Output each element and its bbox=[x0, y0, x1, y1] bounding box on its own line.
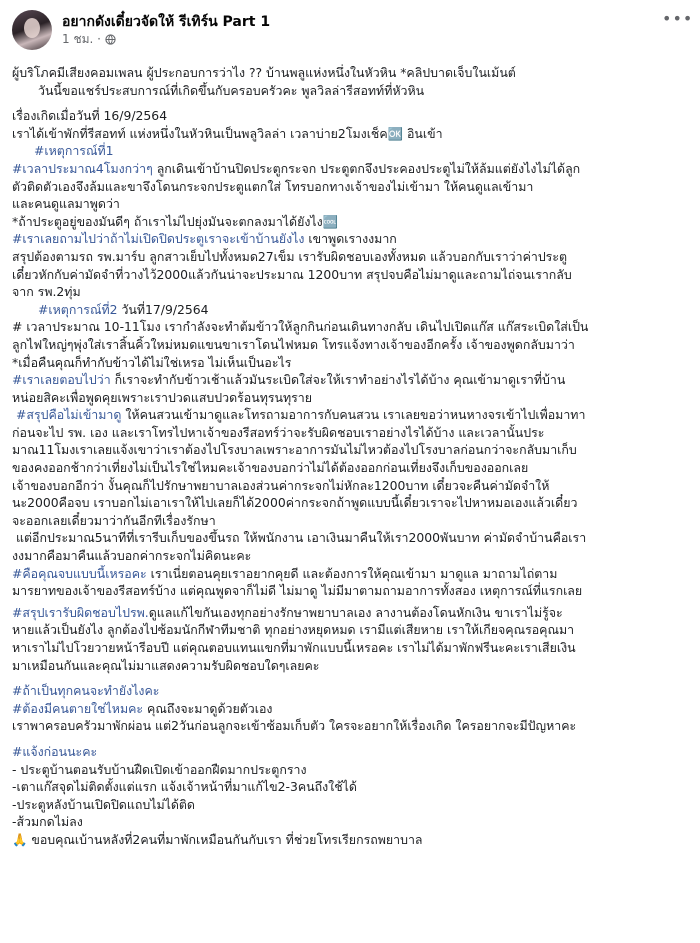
text-line: ก่อนจะไป รพ. เอง และเราโทรไปหาเจ้าของรีสอทร์ว่าจะรับผิดชอบเราอย่างไรได้บ้าง และเวลานั้นประ bbox=[12, 424, 545, 440]
text-line bbox=[12, 743, 688, 761]
text-line: ของคงออกช้ากว่าเที่ยงไม่เป็นไรใช่ไหมคะเจ้าของบอกว่าไม่ได้ต้องออกก่อนเที่ยงจึงเก็บของออกเลย bbox=[12, 460, 529, 476]
text-line: แต่อีกประมาณ5นาทีที่เรารีบเก็บของขึ้นรถ ให้พนักงาน เอาเงินมาคืนให้เรา2000พันบาท ค่ามัดจำบ้านคือเรา bbox=[16, 530, 587, 546]
text-line: มาเหมือนกันและคุณไม่มาแสดงความรับผิดชอบใดๆเลยคะ bbox=[12, 657, 320, 673]
hashtag-link[interactable]: #ต้องมีคนตายใช่ไหมคะ bbox=[12, 700, 144, 716]
post-meta bbox=[62, 31, 270, 47]
hashtag-link[interactable]: #เราเลยถามไปว่าถ้าไม่เปิดปิดประตูเราจะเข้าบ้านยังไง bbox=[12, 231, 305, 247]
author-name[interactable]: อยากดังเดี๋ยวจัดให้ รีเทิร์น Part 1 bbox=[62, 14, 271, 30]
hashtag-link[interactable]: #ถ้าเป็นทุกคนจะทำยังไงคะ bbox=[12, 683, 160, 699]
text-line: วันนี้ขอแชร์ประสบการณ์ที่เกิดขึ้นกับครอบครัวคะ พูลวิลล่ารีสอทท์ที่หัวหิน bbox=[38, 82, 425, 98]
text-line: -เตาแก๊สจุดไม่ติดตั้งแต่แรก แจ้งเจ้าหน้าที่มาแก้ไข2-3คนถึงใช้ได้ bbox=[12, 779, 357, 795]
post-time[interactable]: 1 ชม. · bbox=[62, 32, 101, 46]
text-span: ลูกเดินเข้าบ้านปิดประตูกระจก ประตูตกจึงประคองประตูไม่ให้ล้มแต่ยังไงไม่ได้ลูก bbox=[152, 160, 581, 176]
text-line: *ถ้าประตูอยู่ของมันดีๆ ถ้าเราไม่ไปยุ่งมันจะตกลงมาได้ยังไง🆒 bbox=[12, 213, 339, 229]
text-span: เราเนี่ยตอนคุยเราอยากคุยดี และต้องการให้คุณเข้ามา มาดูแล มาถามไถ่ตาม bbox=[146, 565, 558, 581]
post-header-text bbox=[62, 13, 270, 47]
hashtag-link[interactable]: #แจ้งก่อนนะคะ bbox=[12, 743, 98, 759]
text-span: ให้คนสวนเข้ามาดูและโทรถามอาการกับคนสวน เราเลยขอว่าหนหางจรเข้าไปเพื่อมาทา bbox=[121, 407, 586, 423]
globe-icon bbox=[105, 34, 116, 45]
text-line: หน่อยสิคะเพื่อพูดคุยเพราะเราปวดแสบปวดร้อนทุรนทุราย bbox=[12, 389, 313, 405]
text-line: จาก รพ.2ทุ่ม bbox=[12, 284, 81, 300]
text-line: และคนดูแลมาพูดว่า bbox=[12, 196, 120, 212]
text-line: -ประตูหลังบ้านเปิดปิดแถบไม่ได้ติด bbox=[12, 796, 195, 812]
text-line: ตัวติดตัวเองจึงล้มและขาจึงโดนกระจกประตูแตกใส่ โทรบอกทางเจ้าของไม่เข้ามา ให้คนดูแลเข้ามา bbox=[12, 178, 534, 194]
text-line: ผู้บริโภคมีเสียงคอมเพลน ผู้ประกอบการว่าไง ?? บ้านพลูแห่งหนึ่งในหัวหิน *คลิปบาดเจ็บในเม้นต์ bbox=[12, 65, 516, 80]
more-icon[interactable]: ••• bbox=[662, 9, 694, 28]
hashtag-link[interactable]: #สรุปคือไม่เข้ามาดู bbox=[16, 407, 122, 423]
text-line: เจ้าของบอกอีกว่า งั้นคุณก็ไปรักษาพยาบาลเองส่วนค่ากระจกไม่หักละ1200บาท เดี๋ยวจะคืนค่ามัดจำให้ bbox=[12, 477, 550, 493]
post-header bbox=[12, 8, 694, 52]
text-line: -ส้วมกดไม่ลง bbox=[12, 814, 83, 830]
hashtag-link[interactable]: #เหตุการณ์ที่2 bbox=[38, 301, 118, 317]
text-line: - ประตูบ้านตอนรับบ้านฝืดเปิดเข้าออกฝืดมากประตูกราง bbox=[12, 761, 307, 777]
text-line bbox=[12, 371, 688, 389]
text-line: เราได้เข้าพักที่รีสอทท์ แห่งหนึ่งในหัวหินเป็นพลูวิลล่า เวลาบ่าย2โมงเช็ค🆗 อินเข้า bbox=[12, 125, 443, 141]
text-line bbox=[12, 160, 688, 178]
text-line: เดี๋ยวหักกับค่ามัดจำที่วางไว้2000แล้วกันน่าจะประมาณ 1200บาท สรุปจบคือไม่มาดูและถามไถ่จนเรากลับ bbox=[12, 266, 572, 282]
text-line bbox=[12, 301, 688, 319]
text-span: วันที่17/9/2564 bbox=[117, 301, 209, 317]
hashtag-link[interactable]: #คือคุณจบแบบนี้เหรอคะ bbox=[12, 565, 147, 581]
text-line: มาณ11โมงเราเลยแจ้งเขาว่าเราต้องไปโรงบาลเพราะอาการมันไม่ไหวต้องไปโรงบาลก่อนกว่าจะกลับมาเก็บ bbox=[12, 442, 577, 458]
text-line: มารยาทของเจ้าของรีสอทร์บ้าง แต่คุณพูดจาก็ไม่ดี ไม่มาดู ไม่มีมาตามถามอาการทั้งสอง เหตุการณ์ที่แรกเลย bbox=[12, 583, 583, 599]
text-span: ดูแลแก้ไขกันเองทุกอย่างรักษาพยาบาลเอง ลางานต้องโดนหักเงิน ขาเราไม่รู้จะ bbox=[148, 604, 563, 620]
hashtag-link[interactable]: #เราเลยตอบไปว่า bbox=[12, 372, 111, 388]
avatar[interactable] bbox=[12, 10, 52, 50]
text-line: หาเราไม่ไปโวยวายหน้ารีอบปี แต่คุณตอบแทนแขกที่มาพักแบบนี้เหรอคะ เราไม่ได้มาพักฟรีนะคะเราเสียเงิน bbox=[12, 640, 576, 655]
text-line: # เวลาประมาณ 10-11โมง เรากำลังจะทำต้มข้าวให้ลูกกินก่อนเดินทางกลับ เดินไปเปิดแก๊ส แก๊สระเบิดใส่เป็น bbox=[12, 319, 589, 335]
text-line bbox=[12, 700, 688, 718]
hashtag-link[interactable]: #เหตุการณ์ที่1 bbox=[34, 143, 114, 159]
hashtag-link[interactable]: #สรุปเรารับผิดชอบไปรพ. bbox=[12, 604, 149, 620]
text-line bbox=[12, 406, 688, 424]
text-line: นะ2000คือจบ เราบอกไม่เอาเราให้ไปเลยก็ได้2000ค่ากระจกถ้าพูดแบบนี้เดี๋ยวเราจะไปหาหมอเองแล้วเดี๋ยว bbox=[12, 495, 578, 511]
text-span: ก็เราจะทำกับข้าวเช้าแล้วมันระเบิดใส่จะให้เราทำอย่างไรได้บ้าง คุณเข้ามาดูเราที่บ้าน bbox=[110, 372, 566, 388]
text-line: สรุปต้องตามรถ รพ.มาร์บ ลูกสาวเย็บไปทั้งหมด27เข็ม เรารับผิดชอบเองทั้งหมด แล้วบอกกับเราว่าค่าประตู bbox=[12, 248, 568, 264]
text-line bbox=[12, 142, 688, 160]
text-line bbox=[12, 565, 688, 583]
text-line: *เมื่อคืนคุณก็ทำกับข้าวได้ไม่ใช่เหรอ ไม่เห็นเป็นอะไร bbox=[12, 354, 292, 370]
text-line: ลูกไฟใหญ่ๆพุ่งใส่เราสิ้นคิ้วใหม่หมดแขนขาเราโดนไฟหมด โทรแจ้งทางเจ้าของอีกครั้ง เจ้าของพูดกลับมาว่า bbox=[12, 336, 575, 352]
text-span: เขาพูดเรางงมาก bbox=[304, 231, 397, 247]
text-line: เราพาครอบครัวมาพักผ่อน แต่2วันก่อนลูกจะเข้าซ้อมเก็บตัว ใครจะอยากให้เรื่องเกิด ใครอยากจะมีปัญหาคะ bbox=[12, 718, 577, 734]
text-line bbox=[12, 682, 688, 700]
post-body bbox=[12, 64, 688, 849]
hashtag-link[interactable]: #เวลาประมาณ4โมงกว่าๆ bbox=[12, 160, 153, 176]
text-span: คุณถึงจะมาดูด้วยตัวเอง bbox=[143, 700, 273, 716]
text-line: เรื่องเกิดเมื่อวันที่ 16/9/2564 bbox=[12, 108, 168, 124]
text-line bbox=[12, 604, 688, 622]
text-line: หายแล้วเป็นยังไง ลูกต้องไปซ้อมนักกีฬาทีมชาติ ทุกอย่างหยุดหมด เรามีแต่เสียหาย เราให้เกียจคุณรอคุณมา bbox=[12, 622, 575, 638]
text-line bbox=[12, 230, 688, 248]
text-line: 🙏 ขอบคุณเบ้านหลังที่2คนที่มาพักเหมือนกันกับเรา ที่ช่วยโทรเรียกรถพยาบาล bbox=[12, 831, 423, 847]
text-line: จะออกเลยเดี๋ยวมาว่ากันอีกทีเรื่องรักษา bbox=[12, 512, 216, 528]
text-line: งงมากคือมาคืนแล้วบอกค่ากระจกไม่คิดนะคะ bbox=[12, 548, 252, 564]
